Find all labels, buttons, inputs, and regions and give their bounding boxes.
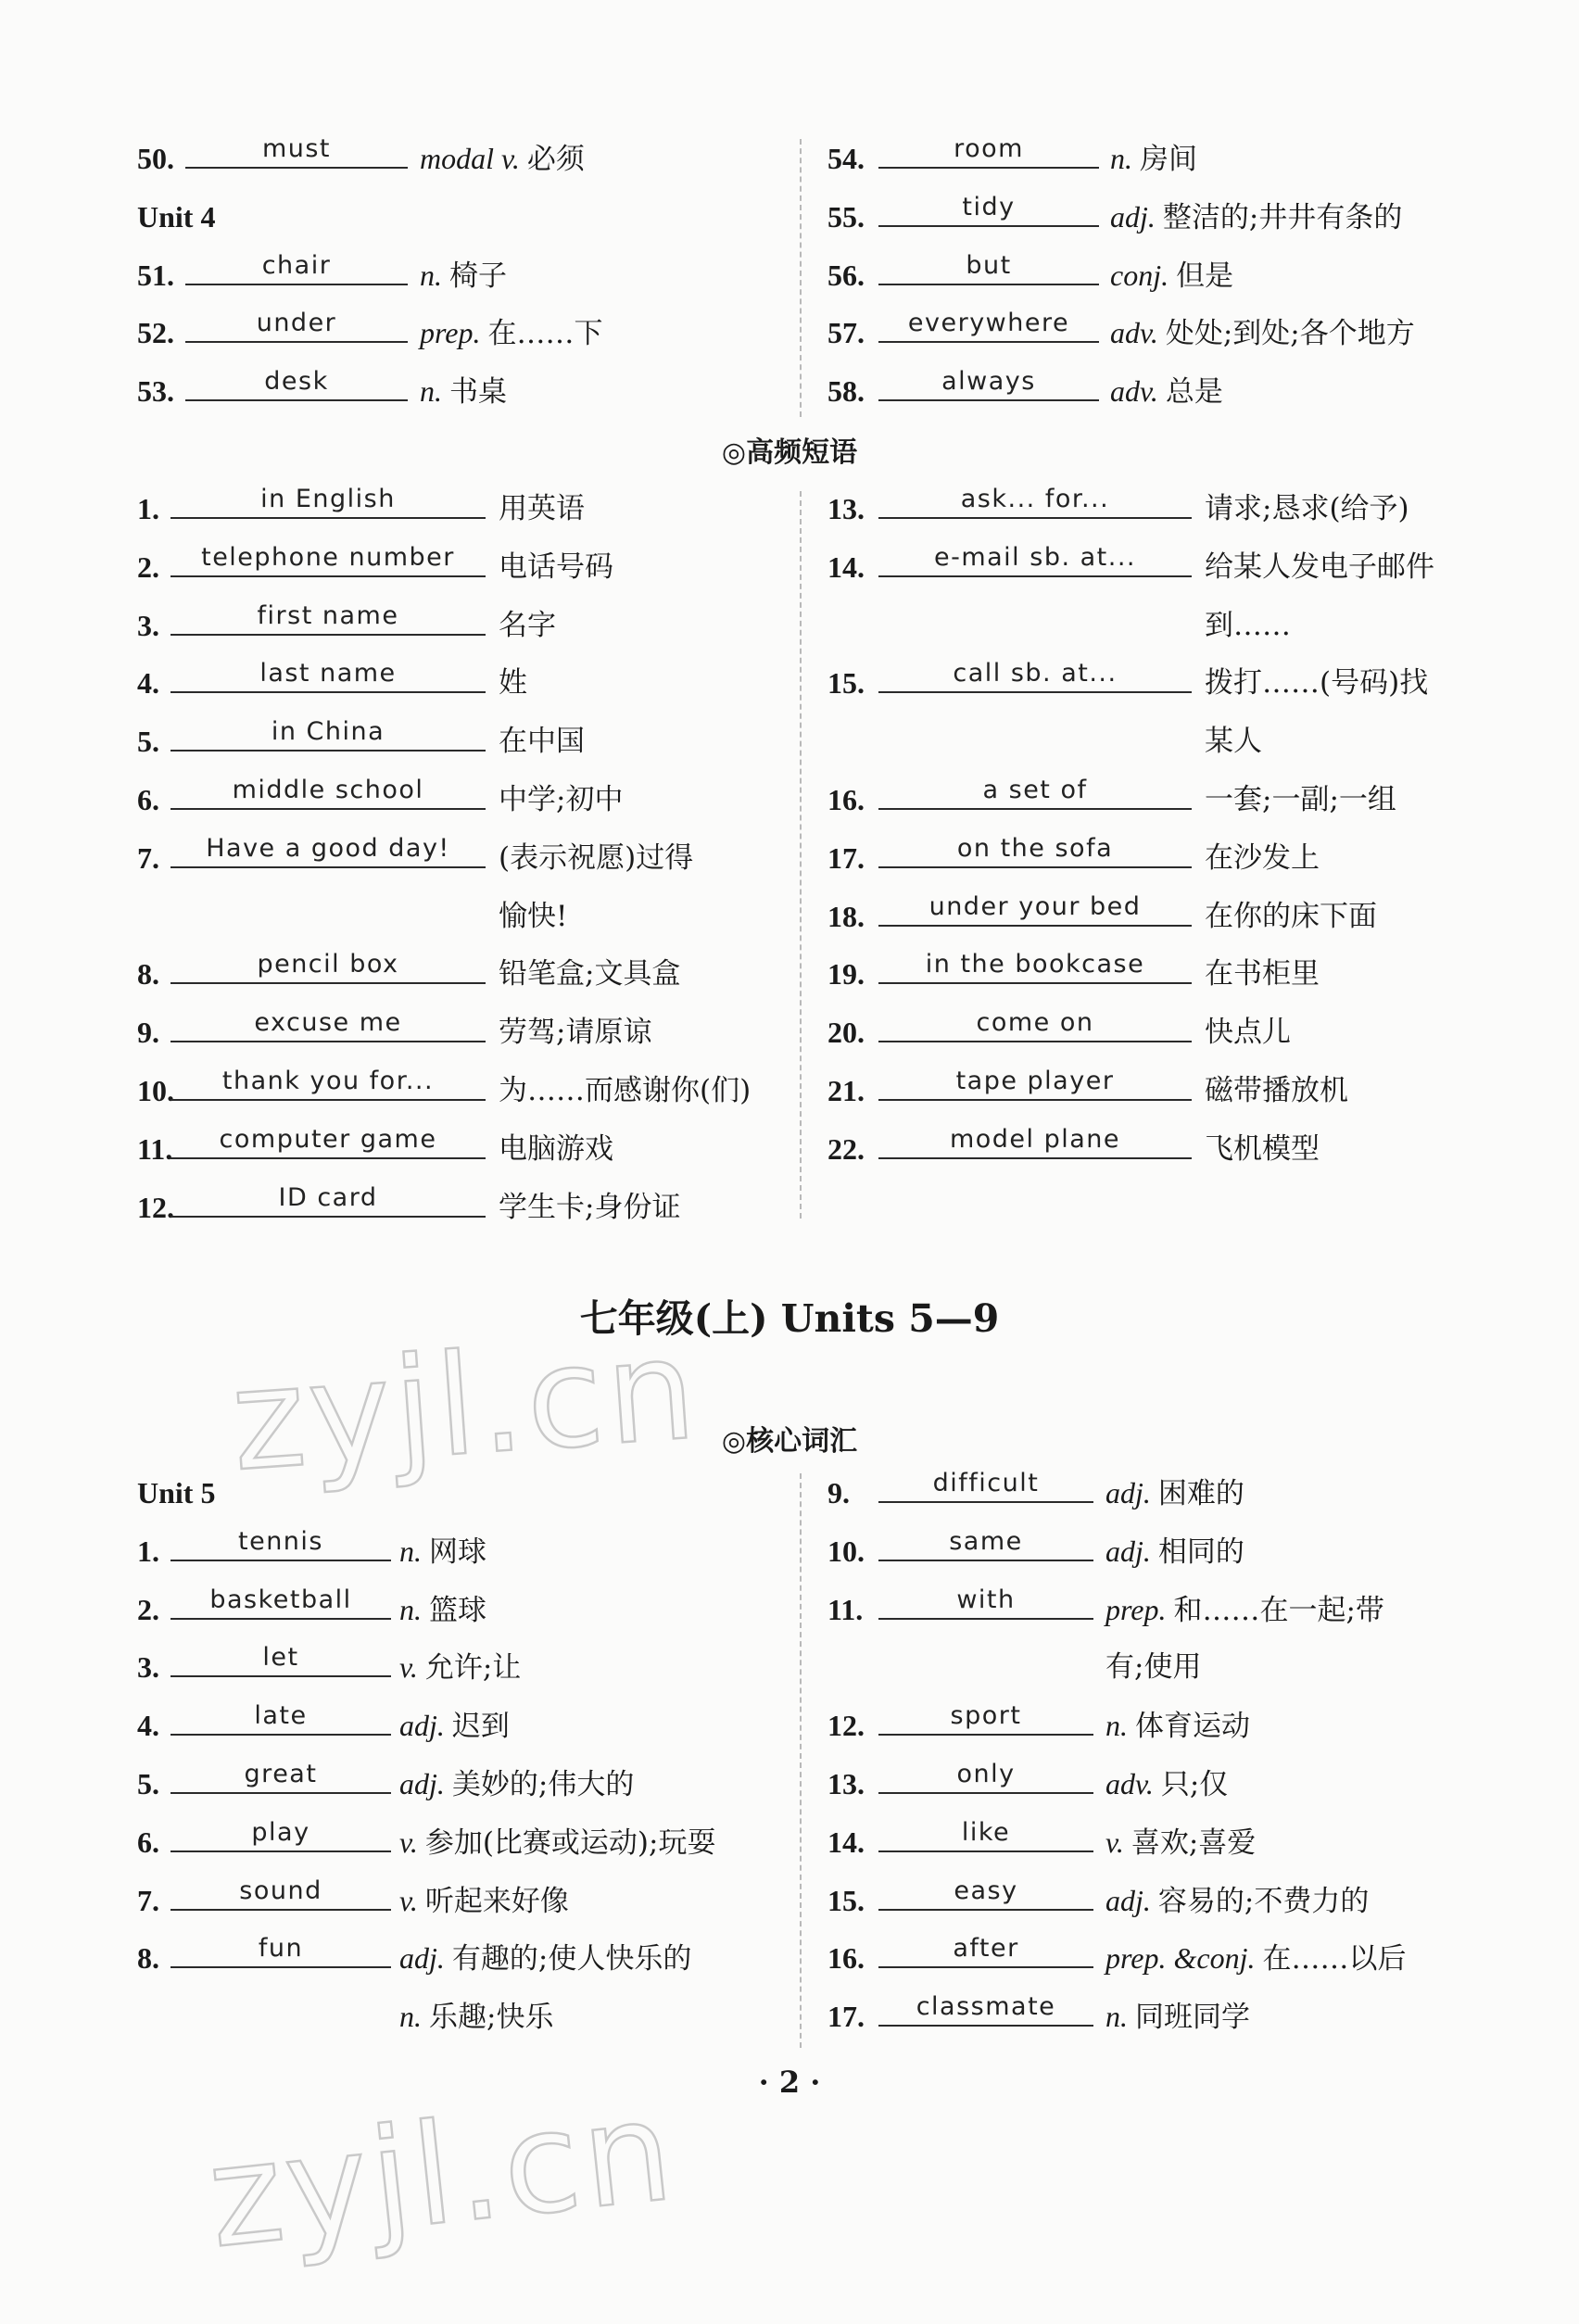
list-item [137,1872,786,1930]
list-item [137,945,786,1004]
item-number: 15. [827,1883,865,1917]
answer-blank: sound [171,1872,391,1911]
meaning-text: 在……下 [487,317,603,351]
list-item [137,597,786,655]
meaning-text: 用英语 [499,492,585,525]
list-item [137,1581,786,1639]
item-number: 56. [827,258,865,292]
list-item [137,1179,786,1237]
answer-blank: but [878,246,1099,285]
answer-blank: let [171,1638,391,1677]
list-item [137,246,786,305]
meaning-text: 有;使用 [1105,1650,1202,1685]
item-number: 14. [827,549,865,584]
answer-blank: tennis [171,1522,391,1561]
meaning-text: 房间 [1140,143,1197,176]
list-item [827,654,1476,713]
part-of-speech: modal v. [420,142,527,175]
part-of-speech: adj. [1105,1883,1158,1917]
definition [1105,1872,1369,1931]
list-item [827,480,1476,538]
item-number: 52. [137,316,174,350]
answer-blank: under your bed [878,888,1192,927]
column-divider [800,1473,802,2048]
answer-blank: same [878,1522,1093,1561]
item-number: 18. [827,899,865,933]
item-number: 57. [827,316,865,350]
part-of-speech: n. [420,258,449,292]
definition [1110,304,1415,363]
meaning-text: 在沙发上 [1205,840,1320,875]
item-number: 17. [827,2000,865,2034]
list-item-continuation [827,713,1476,771]
definition [399,1813,715,1873]
answer-blank: room [878,130,1099,169]
list-item [137,1813,786,1872]
meaning-text: 迟到 [451,1710,510,1744]
meaning-text: 在你的床下面 [1205,899,1377,933]
item-number: 1. [137,1534,159,1568]
item-number: 12. [827,1709,865,1743]
meaning-text: 椅子 [449,259,507,293]
definition [1110,130,1197,189]
meaning-text: 在中国 [499,725,585,759]
part-of-speech: adj. [1105,1534,1158,1568]
definition [399,1638,521,1698]
definition [1105,1813,1256,1873]
part-of-speech: adv. [1110,316,1166,350]
answer-blank: difficult [878,1464,1093,1503]
item-number: 16. [827,782,865,816]
part-of-speech: n. [399,1592,429,1626]
answer-blank: ask... for... [878,480,1192,519]
meaning-text: 某人 [1205,725,1262,759]
meaning-text: 一套;一副;一组 [1205,782,1396,816]
list-item [827,888,1476,946]
item-number: 5. [137,725,159,759]
meaning-text: 在书柜里 [1205,957,1320,991]
part-of-speech: adv. [1110,374,1166,409]
part-of-speech: adj. [1110,199,1163,234]
answer-blank: telephone number [171,538,486,577]
definition [1105,1464,1244,1523]
list-item [137,480,786,538]
part-of-speech: adj. [399,1709,452,1743]
item-number: 50. [137,142,174,175]
item-number: 11. [137,1131,173,1166]
definition [420,130,585,189]
definition [420,304,602,363]
part-of-speech: conj. [1110,258,1177,292]
part-of-speech: prep. [420,316,488,350]
part-of-speech: n. [420,374,449,409]
definition [399,1929,691,1989]
meaning-text: (表示祝愿)过得 [499,840,694,875]
meaning-text: 和……在一起;带 [1173,1593,1384,1627]
meaning-text: 相同的 [1157,1535,1244,1569]
item-number: 9. [827,1476,850,1509]
meaning-text: 有趣的;使人快乐的 [451,1942,692,1977]
item-number: 19. [827,957,865,991]
part-of-speech: n. [1110,142,1140,175]
meaning-text: 听起来好像 [424,1884,569,1918]
meaning-text: 电脑游戏 [499,1131,613,1166]
item-number: 6. [137,782,159,816]
list-item [137,362,786,421]
meaning-text: 愉快! [499,899,568,933]
definition [420,362,507,422]
list-item [137,304,786,362]
answer-blank: play [171,1813,391,1852]
definition [399,1697,510,1756]
part-of-speech: adj. [1105,1476,1158,1509]
part-of-speech: n. [1105,2000,1135,2034]
list-item [137,1638,786,1697]
meaning-text: 喜欢;喜爱 [1131,1825,1257,1860]
answer-blank: ID card [171,1179,486,1218]
definition [399,1988,553,2047]
list-item [827,362,1476,421]
top-left-column [137,130,786,421]
definition [1105,1929,1406,1989]
definition [399,1522,486,1582]
answer-blank: tape player [878,1062,1192,1101]
core-vocab-left-column [137,1464,786,2046]
item-number: 3. [137,1650,159,1685]
meaning-text: 处处;到处;各个地方 [1165,317,1415,351]
answer-blank: under [185,304,408,343]
meaning-text: 姓 [499,666,527,701]
meaning-text: 在……以后 [1262,1942,1407,1977]
list-item [137,713,786,771]
answer-blank: great [171,1755,391,1794]
list-item [827,771,1476,829]
answer-blank: only [878,1755,1093,1794]
part-of-speech: adj. [399,1941,452,1976]
definition [1110,188,1402,247]
meaning-text: 电话号码 [499,549,613,584]
meaning-text: 困难的 [1157,1477,1244,1510]
answer-blank: a set of [878,771,1192,810]
unit-heading: Unit 5 [137,1476,216,1509]
list-item [827,1929,1476,1988]
list-item-continuation [137,1988,786,2046]
answer-blank: e-mail sb. at... [878,538,1192,577]
item-number: 20. [827,1016,865,1050]
item-number: 17. [827,840,865,875]
meaning-text: 但是 [1176,259,1234,293]
meaning-text: 名字 [499,608,556,642]
part-of-speech: n. [399,1534,429,1568]
meaning-text: 到…… [1205,608,1291,642]
list-item [137,1004,786,1062]
meaning-text: 总是 [1165,375,1223,410]
meaning-text: 磁带播放机 [1205,1073,1348,1107]
item-number: 22. [827,1131,865,1166]
item-number: 51. [137,258,174,292]
definition [1105,1522,1244,1582]
answer-blank: chair [185,246,408,285]
item-number: 13. [827,492,865,525]
list-item [137,654,786,713]
meaning-text: 中学;初中 [499,782,624,816]
item-number: 8. [137,1941,159,1976]
part-of-speech: adv. [1105,1766,1161,1800]
answer-blank: desk [185,362,408,401]
list-item [827,1120,1476,1179]
meaning-text: 网球 [429,1535,486,1569]
item-number: 21. [827,1073,865,1107]
answer-blank: like [878,1813,1093,1852]
answer-blank: must [185,130,408,169]
answer-blank: excuse me [171,1004,486,1042]
item-number: 5. [137,1766,159,1800]
meaning-text: 劳驾;请原谅 [499,1016,652,1050]
definition [1110,362,1223,422]
answer-blank: thank you for... [171,1062,486,1101]
part-of-speech: adj. [399,1766,452,1800]
item-number: 11. [827,1592,864,1626]
answer-blank: with [878,1581,1093,1620]
meaning-text: 快点儿 [1205,1016,1291,1050]
list-item [827,538,1476,597]
item-number: 16. [827,1941,865,1976]
definition [1110,246,1233,306]
list-item [827,1697,1476,1755]
item-number: 7. [137,840,159,875]
part-of-speech: v. [399,1650,425,1685]
answer-blank: sport [878,1697,1093,1736]
answer-blank: pencil box [171,945,486,984]
part-of-speech: v. [1105,1825,1131,1859]
definition [1105,1638,1201,1697]
answer-blank: on the sofa [878,829,1192,868]
watermark-logo: zyjl.cn [226,1308,704,1503]
meaning-text: 只;仅 [1160,1767,1229,1801]
item-number: 8. [137,957,159,991]
definition [1105,1988,1250,2047]
answer-blank: model plane [878,1120,1192,1159]
answer-blank: middle school [171,771,486,810]
definition [399,1872,569,1931]
list-item [827,130,1476,188]
answer-blank: computer game [171,1120,486,1159]
list-item [827,246,1476,305]
section-title: 七年级(上) Units 5—9 [579,1296,1000,1341]
meaning-text: 美妙的;伟大的 [451,1767,635,1801]
list-item [137,1755,786,1813]
answer-blank: in English [171,480,486,519]
list-item [137,1697,786,1755]
list-item [827,1581,1476,1639]
answer-blank: basketball [171,1581,391,1620]
answer-blank: call sb. at... [878,654,1192,693]
meaning-text: 同班同学 [1135,2001,1250,2035]
list-item [827,304,1476,362]
definition [1105,1755,1228,1814]
part-of-speech: v. [399,1825,425,1859]
answer-blank: fun [171,1929,391,1968]
column-divider [800,491,802,1219]
item-number: 54. [827,142,865,175]
item-number: 58. [827,374,865,409]
list-item [827,1062,1476,1120]
meaning-text: 容易的;不费力的 [1157,1884,1370,1918]
top-right-column [827,130,1476,421]
item-number: 2. [137,1592,159,1626]
list-item [137,130,786,188]
meaning-text: 篮球 [429,1593,486,1627]
definition [1105,1697,1250,1756]
definition [420,246,507,306]
core-vocab-heading: ◎核心词汇 [721,1425,858,1458]
meaning-text: 请求;恳求(给予) [1205,492,1409,525]
meaning-text: 必须 [526,143,585,176]
answer-blank: in China [171,713,486,752]
part-of-speech: v. [399,1883,425,1917]
item-number: 13. [827,1766,865,1800]
list-item [827,1813,1476,1872]
meaning-text: 铅笔盒;文具盒 [499,957,681,991]
part-of-speech: n. [1105,1709,1135,1743]
list-item [827,1522,1476,1581]
item-number: 15. [827,666,865,701]
answer-blank: tidy [878,188,1099,227]
part-of-speech: n. [399,2000,429,2034]
item-number: 2. [137,549,159,584]
definition [399,1581,486,1640]
unit-heading: Unit 4 [137,199,216,234]
item-number: 4. [137,1709,159,1743]
list-item [137,538,786,597]
item-number: 3. [137,608,159,642]
column-divider [800,139,802,417]
meaning-text: 给某人发电子邮件 [1205,549,1434,584]
watermark-logo-bottom: zyjl.cn [201,2070,683,2280]
list-item-continuation [827,597,1476,655]
page-number: · 2 · [758,2065,821,2100]
item-number: 9. [137,1016,159,1050]
item-number: 4. [137,666,159,701]
answer-blank: everywhere [878,304,1099,343]
answer-blank: late [171,1697,391,1736]
list-item-continuation [827,1638,1476,1697]
list-item [827,1464,1476,1522]
meaning-text: 书桌 [449,375,507,410]
meaning-text: 整洁的;井井有条的 [1162,200,1403,234]
list-item [827,188,1476,246]
item-number: 55. [827,199,865,234]
phrases-heading: ◎高频短语 [721,436,858,469]
phrases-right-column [827,480,1476,1179]
part-of-speech: prep. &conj. [1105,1941,1263,1976]
answer-blank: Have a good day! [171,829,486,868]
core-vocab-right-column [827,1464,1476,2046]
item-number: 10. [137,1073,174,1107]
item-number: 6. [137,1825,159,1859]
list-item [827,829,1476,888]
item-number: 1. [137,492,159,525]
list-item [137,771,786,829]
list-item-continuation [137,888,786,946]
list-item [137,1522,786,1581]
list-item [827,1988,1476,2046]
meaning-text: 体育运动 [1135,1710,1250,1744]
meaning-text: 允许;让 [424,1651,522,1686]
part-of-speech: prep. [1105,1592,1174,1626]
answer-blank: classmate [878,1988,1093,2027]
meaning-text: 飞机模型 [1205,1131,1320,1166]
meaning-text: 拨打……(号码)找 [1205,666,1429,701]
item-number: 53. [137,374,174,409]
meaning-text: 乐趣;快乐 [429,2001,554,2035]
definition [1105,1581,1384,1640]
meaning-text: 学生卡;身份证 [499,1190,681,1224]
item-number: 12. [137,1190,174,1224]
meaning-text: 参加(比赛或运动);玩耍 [424,1825,716,1860]
list-item [827,945,1476,1004]
answer-blank: come on [878,1004,1192,1042]
list-item [827,1872,1476,1930]
definition [399,1755,634,1814]
answer-blank: in the bookcase [878,945,1192,984]
answer-blank: always [878,362,1099,401]
answer-blank: easy [878,1872,1093,1911]
list-item [827,1755,1476,1813]
answer-blank: after [878,1929,1093,1968]
meaning-text: 为……而感谢你(们) [499,1073,752,1107]
answer-blank: first name [171,597,486,636]
list-item [137,1929,786,1988]
list-item [827,1004,1476,1062]
list-item [137,1120,786,1179]
item-number: 14. [827,1825,865,1859]
item-number: 10. [827,1534,865,1568]
list-item [137,1062,786,1120]
answer-blank: last name [171,654,486,693]
item-number: 7. [137,1883,159,1917]
list-item [137,829,786,888]
phrases-left-column [137,480,786,1236]
